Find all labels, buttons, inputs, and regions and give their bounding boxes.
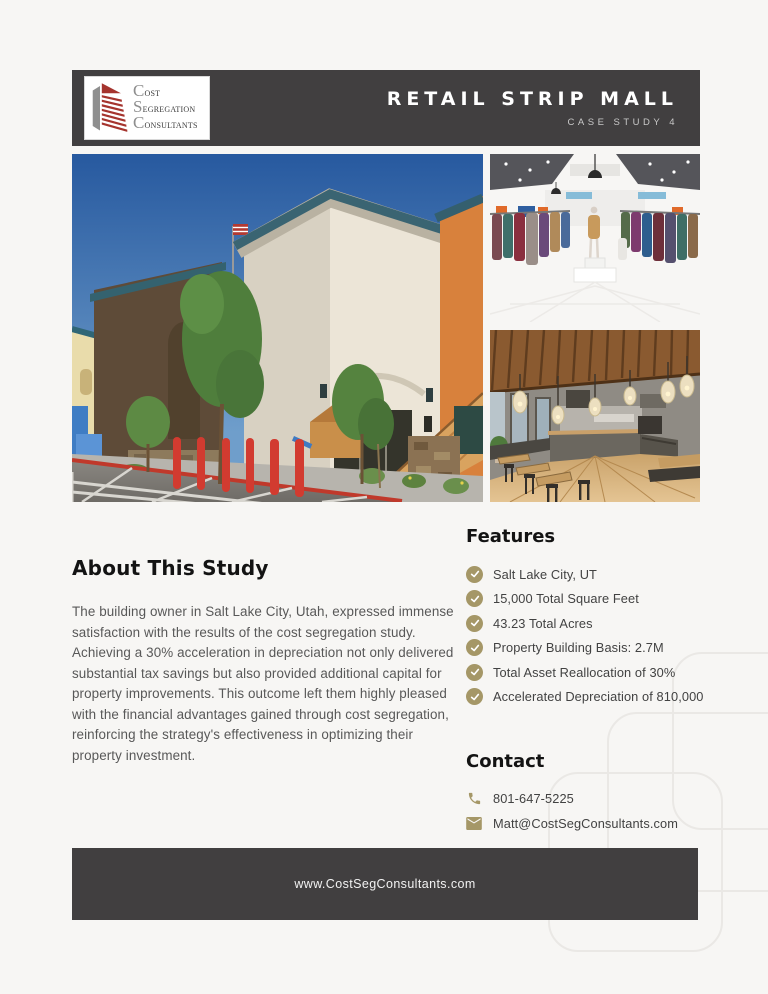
content-columns: [72, 502, 704, 836]
about-heading: About This Study: [72, 556, 269, 580]
contact-phone-row: [466, 786, 700, 811]
feature-label: Total Asset Reallocation of 30%: [493, 664, 676, 680]
mail-icon: [466, 817, 482, 830]
contact-heading: Contact: [466, 751, 545, 772]
flyer-page: [72, 70, 704, 836]
right-column: [466, 502, 704, 836]
feature-label: Accelerated Depreciation of 810,000: [493, 689, 704, 705]
email-address[interactable]: Matt@CostSegConsultants.com: [493, 816, 678, 831]
feature-item: [466, 660, 700, 685]
feature-item: [466, 587, 700, 612]
check-icon: [466, 566, 483, 583]
feature-item: [466, 611, 700, 636]
check-icon: [466, 688, 483, 705]
feature-list: [466, 562, 704, 709]
feature-label: 43.23 Total Acres: [493, 615, 593, 631]
logo-word: SEGREGATION: [133, 97, 196, 116]
document-subtitle: CASE STUDY 4: [567, 117, 678, 128]
photo-collage: [72, 154, 700, 502]
header-title-block: [387, 88, 678, 128]
clothing-store-interior-photo: [490, 154, 700, 322]
about-section: [72, 502, 466, 836]
phone-number[interactable]: 801-647-5225: [493, 791, 574, 806]
cafe-interior-photo: [490, 330, 700, 502]
logo-word: COST: [133, 81, 161, 100]
document-title: RETAIL STRIP MALL: [386, 88, 678, 110]
feature-item: [466, 636, 700, 661]
feature-item: [466, 685, 704, 710]
website-url[interactable]: www.CostSegConsultants.com: [294, 877, 476, 891]
about-paragraph: The building owner in Salt Lake City, Utah, expressed immense satisfaction with the results of the cost segregation study. Achieving a 30% acceleration in depreciation not only delivered substantial tax savings but also provided additional capital for property improvements. This outcome left them highly pleased with the financial advantages gained through cost segregation, reinforcing the strategy's effectiveness in optimizing their property investment.: [72, 604, 454, 763]
contact-list: [466, 786, 700, 836]
check-icon: [466, 590, 483, 607]
building-logo-icon: [90, 78, 130, 139]
header-bar: [72, 70, 700, 146]
retail-strip-mall-exterior-photo: [72, 154, 483, 502]
company-logo: [84, 76, 210, 140]
check-icon: [466, 615, 483, 632]
footer-bar: [72, 848, 698, 920]
features-heading: Features: [466, 526, 556, 547]
check-icon: [466, 639, 483, 656]
logo-wordmark: [133, 81, 198, 132]
phone-icon: [466, 791, 482, 806]
feature-item: [466, 562, 700, 587]
logo-word: CONSULTANTS: [133, 113, 198, 132]
feature-label: Salt Lake City, UT: [493, 566, 597, 582]
photo-side-column: [490, 154, 700, 502]
feature-label: 15,000 Total Square Feet: [493, 591, 639, 607]
feature-label: Property Building Basis: 2.7M: [493, 640, 664, 656]
contact-email-row: [466, 811, 700, 836]
check-icon: [466, 664, 483, 681]
